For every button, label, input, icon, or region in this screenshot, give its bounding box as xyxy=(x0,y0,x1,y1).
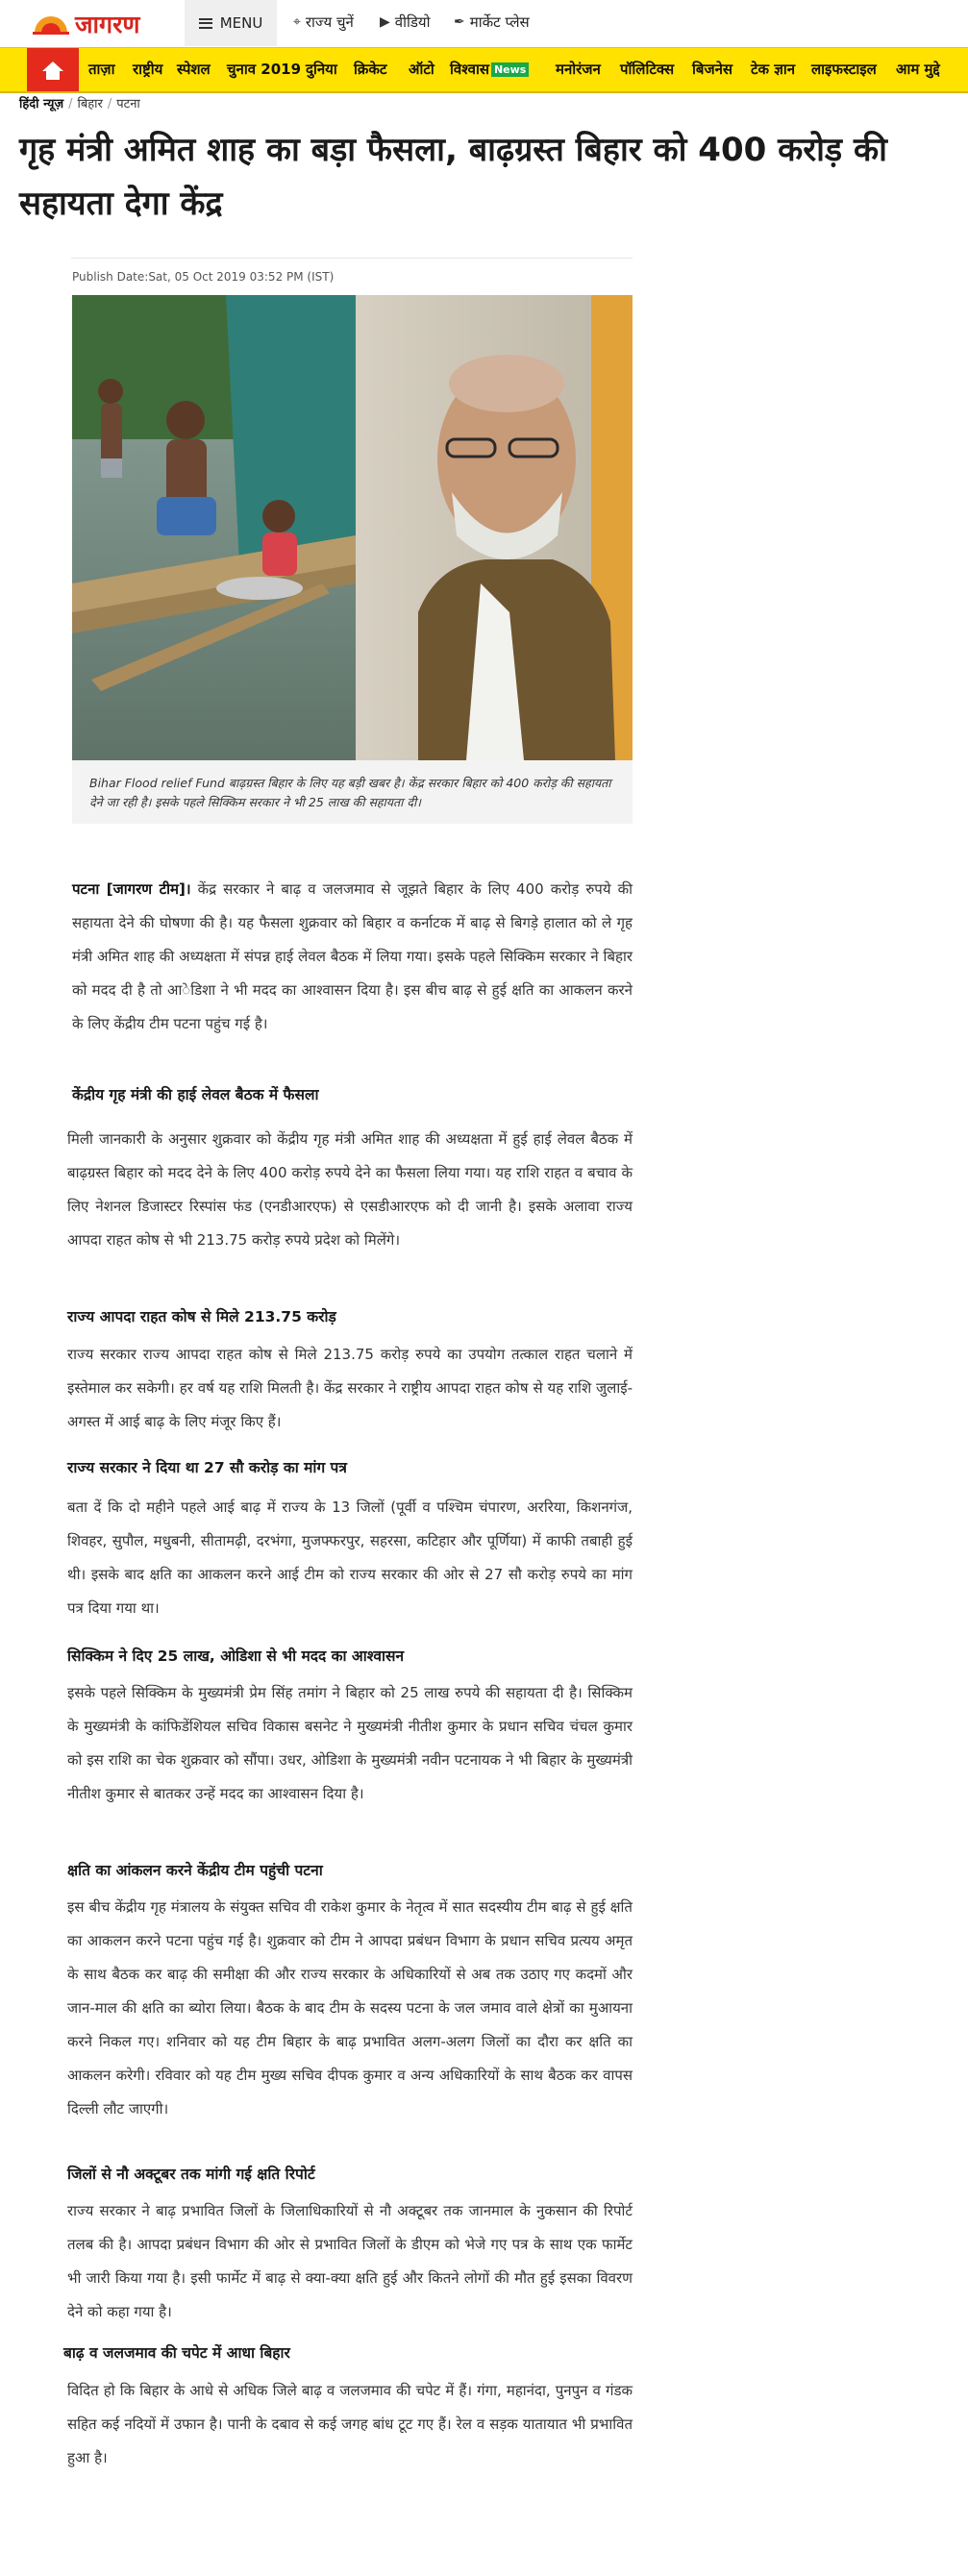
photo-caption-box xyxy=(72,760,633,824)
nav-item-politics[interactable]: पॉलिटिक्स xyxy=(620,61,675,78)
section-heading: जिलों से नौ अक्टूबर तक मांगी गई क्षति रिपोर्ट xyxy=(67,2166,315,2183)
nav-item-elections[interactable]: चुनाव 2019 xyxy=(227,61,302,78)
dateline: पटना [जागरण टीम]। xyxy=(72,880,191,898)
section-paragraph: राज्य सरकार राज्य आपदा राहत कोष से मिले 213.75 करोड़ रुपये का उपयोग तत्काल राहत चलाने में इस्तेमाल कर सकेगी। हर वर्ष यह राशि मिलती है। केंद्र सरकार ने राष्ट्रीय आपदा राहत कोष से यह राशि जुलाई-अगस्त में आई बाढ़ के लिए मंजूर किए हैं। xyxy=(67,1346,633,1430)
top-bar xyxy=(0,0,968,46)
publish-date: Publish Date:Sat, 05 Oct 2019 03:52 PM (IST) xyxy=(72,270,335,284)
breadcrumb-item-hindi-news[interactable]: हिंदी न्यूज़ xyxy=(19,97,64,111)
section-paragraph: इस बीच केंद्रीय गृह मंत्रालय के संयुक्त सचिव वी राकेश कुमार के नेतृत्व में सात सदस्यीय टीम बाढ़ से हुई क्षति का आकलन करने पटना पहुंच गई है। शुक्रवार को टीम ने आपदा प्रबंधन विभाग के प्रधान सचिव प्रत्यय अमृत के साथ बैठक कर बाढ़ की समीक्षा की और राज्य सरकार के अधिकारियों से अब तक उठाए गए कदमों और जान-माल की क्षति का ब्योरा लिया। बैठक के बाद टीम के सदस्य पटना के जल जमाव वाले क्षेत्रों का मुआयना करने निकल गए। शनिवार को यह टीम बिहार के बाढ़ प्रभावित अलग-अलग जिलों का दौरा कर क्षति का आकलन करेगी। रविवार को यह टीम मुख्य सचिव दीपक कुमार व अन्य अधिकारियों के साथ बैठक कर वापस दिल्ली लौट जाएगी। xyxy=(67,1898,633,2118)
home-icon xyxy=(42,62,63,71)
section-heading: राज्य आपदा राहत कोष से मिले 213.75 करोड़ xyxy=(67,1308,336,1325)
nav-item-entertainment[interactable]: मनोरंजन xyxy=(556,61,601,78)
section-heading: बाढ़ व जलजमाव की चपेट में आधा बिहार xyxy=(63,2344,290,2362)
flood-and-minister-photo xyxy=(72,295,633,760)
tag-icon: ✒ xyxy=(454,14,465,30)
menu-button[interactable] xyxy=(185,0,277,46)
divider xyxy=(71,258,633,259)
section-paragraph: राज्य सरकार ने बाढ़ प्रभावित जिलों के जिलाधिकारियों से नौ अक्टूबर तक जानमाल के नुकसान की रिपोर्ट तलब की है। आपदा प्रबंधन विभाग की ओर से प्रभावित जिलों के डीएम को भेजे गए पत्र के साथ एक फार्मेट भी जारी किया गया है। इसी फार्मेट में बाढ़ से क्या-क्या क्षति हुई और कितने लोगों की मौत हुई इसका विवरण देने को कहा गया है। xyxy=(67,2202,633,2320)
section-paragraph: बता दें कि दो महीने पहले आई बाढ़ में राज्य के 13 जिलों (पूर्वी व पश्चिम चंपारण, अररिया, किशनगंज, शिवहर, सुपौल, मधुबनी, सीतामढ़ी, दरभंगा, मुजफ्फरपुर, सहरसा, कटिहार और पूर्णिया) में काफी तबाही हुई थी। इसके बाद क्षति का आकलन करने आई टीम को राज्य सरकार की ओर से 27 सौ करोड़ रुपये का मांग पत्र दिया गया था। xyxy=(67,1499,633,1617)
news-badge: News xyxy=(491,62,529,77)
logo-text: जागरण xyxy=(75,11,140,38)
play-circle-icon: ▶ xyxy=(380,14,390,30)
nav-item-auto[interactable]: ऑटो xyxy=(409,61,434,78)
section-paragraph: इसके पहले सिक्किम के मुख्यमंत्री प्रेम सिंह तमांग ने बिहार को 25 लाख रुपये की सहायता दी है। सिक्किम के मुख्यमंत्री के कांफिडेंशियल सचिव विकास बसनेट ने मुख्यमंत्री नीतीश कुमार के प्रधान सचिव चंचल कुमार को इस राशि का चेक शुक्रवार को सौंपा। उधर, ओडिशा के मुख्यमंत्री नवीन पटनायक ने भी बिहार के मुख्यमंत्री नीतीश कुमार से बातकर उन्हें मदद का आश्वासन दिया है। xyxy=(67,1684,633,1802)
nav-item-special[interactable]: स्पेशल xyxy=(177,61,211,78)
market-place-link[interactable]: ✒ मार्केट प्लेस xyxy=(454,13,530,31)
photo-caption: Bihar Flood relief Fund बाढ़ग्रस्त बिहार के लिए यह बड़ी खबर है। केंद्र सरकार बिहार को 400 करोड़ की सहायता देने जा रही है। इसके पहले सिक्किम सरकार ने भी 25 लाख की सहायता दी। xyxy=(89,776,611,809)
main-nav xyxy=(0,47,968,93)
nav-item-tech[interactable]: टेक ज्ञान xyxy=(751,61,796,78)
section-heading: क्षति का आंकलन करने केंद्रीय टीम पहुंची पटना xyxy=(67,1862,323,1879)
nav-item-world[interactable]: दुनिया xyxy=(306,61,337,78)
nav-item-latest[interactable]: ताज़ा xyxy=(88,61,115,78)
home-button[interactable] xyxy=(27,48,79,91)
section-paragraph: विदित हो कि बिहार के आधे से अधिक जिले बाढ़ व जलजमाव की चपेट में हैं। गंगा, महानंदा, पुनपुन व गंडक सहित कई नदियों में उफान है। पानी के दबाव से कई जगह बांध टूट गए हैं। रेल व सड़क यातायात भी प्रभावित हुआ है। xyxy=(67,2382,633,2466)
select-state-link[interactable]: ⌖ राज्य चुनें xyxy=(293,13,354,31)
nav-item-lifestyle[interactable]: लाइफस्टाइल xyxy=(811,61,877,78)
breadcrumb-item-bihar[interactable]: बिहार xyxy=(77,97,103,111)
article-photo xyxy=(72,295,633,760)
section-heading: सिक्किम ने दिए 25 लाख, ओडिशा से भी मदद का आश्वासन xyxy=(67,1647,405,1665)
section-heading: केंद्रीय गृह मंत्री की हाई लेवल बैठक में फैसला xyxy=(72,1086,319,1103)
section-heading: राज्य सरकार ने दिया था 27 सौ करोड़ का मांग पत्र xyxy=(67,1459,347,1476)
nav-item-public-issues[interactable]: आम मुद्दे xyxy=(896,61,940,78)
site-logo[interactable] xyxy=(33,6,177,40)
section-paragraph: मिली जानकारी के अनुसार शुक्रवार को केंद्रीय गृह मंत्री अमित शाह की अध्यक्षता में हुई हाई लेवल बैठक में बाढ़ग्रस्त बिहार को मदद देने के लिए 400 करोड़ रुपये देने का फैसला लिया गया। यह राशि राहत व बचाव के लिए नेशनल डिजास्टर रिस्पांस फंड (एनडीआरएफ) से एसडीआरएफ को दी जानी है। इसके अलावा राज्य आपदा राहत कोष से भी 213.75 करोड़ रुपये प्रदेश को मिलेंगे। xyxy=(67,1130,633,1249)
nav-item-national[interactable]: राष्ट्रीय xyxy=(133,61,163,78)
nav-item-vishvas[interactable]: विश्वास News xyxy=(450,60,529,79)
sun-logo-icon xyxy=(33,12,69,35)
nav-item-cricket[interactable]: क्रिकेट xyxy=(354,61,387,78)
hamburger-icon xyxy=(199,18,212,29)
nav-item-business[interactable]: बिजनेस xyxy=(692,61,733,78)
lead-paragraph: पटना [जागरण टीम]। केंद्र सरकार ने बाढ़ व जलजमाव से जूझते बिहार के लिए 400 करोड़ रुपये की सहायता देने की घोषणा की है। यह फैसला शुक्रवार को बिहार व कर्नाटक में बाढ़ से बिगड़े हालात को ले गृह मंत्री अमित शाह की अध्यक्षता में संपन्न हाई लेवल बैठक में लिया गया। इसके पहले सिक्किम सरकार ने बिहार को मदद दी है तो आेडिशा ने भी मदद का आश्वासन दिया है। इस बीच बाढ़ से हुई क्षति का आकलन करने के लिए केंद्रीय टीम पटना पहुंच गई है। xyxy=(72,880,633,1032)
article-title: गृह मंत्री अमित शाह का बड़ा फैसला, बाढ़ग्रस्त बिहार को 400 करोड़ की सहायता देगा केंद्र xyxy=(19,131,887,223)
video-link[interactable]: ▶ वीडियो xyxy=(380,13,431,31)
breadcrumb: हिंदी न्यूज़ / बिहार / पटना xyxy=(19,97,140,111)
breadcrumb-item-patna[interactable]: पटना xyxy=(116,97,140,111)
menu-label: MENU xyxy=(219,14,263,32)
location-pin-icon: ⌖ xyxy=(293,14,301,30)
